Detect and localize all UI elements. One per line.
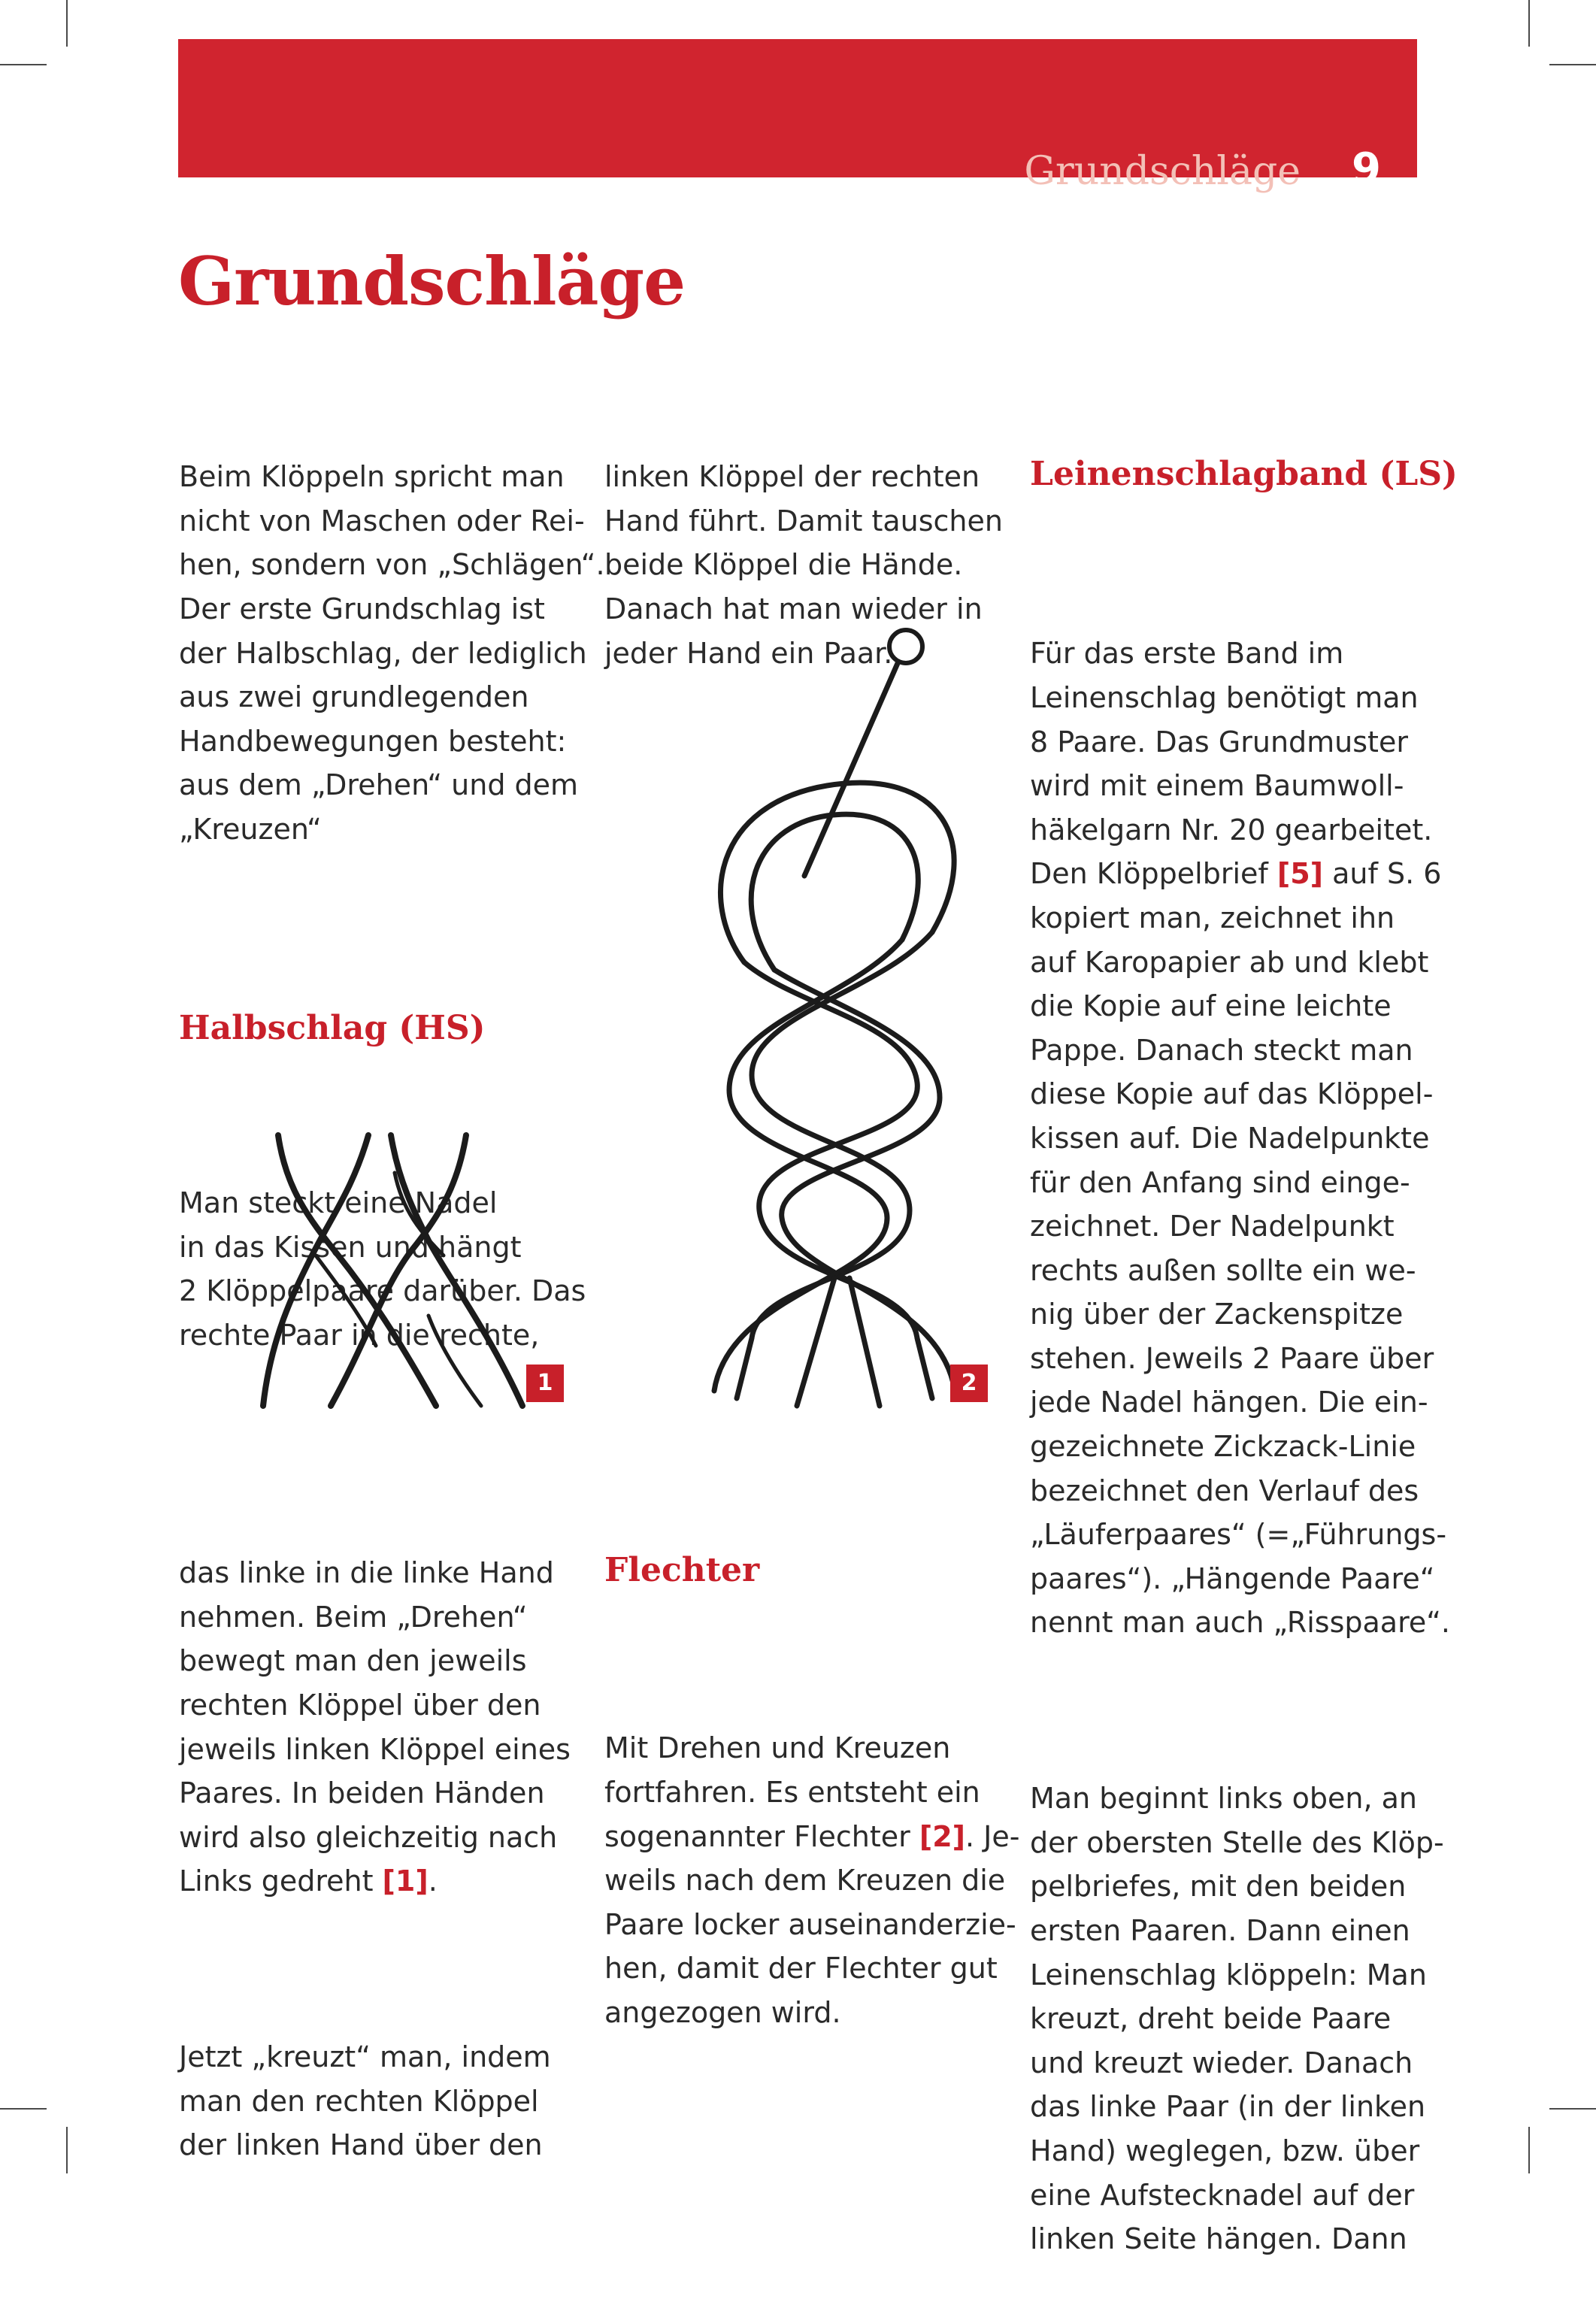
figure-2-badge: 2 xyxy=(950,1365,988,1402)
ls-heading: Leinenschlagband (LS) xyxy=(1030,455,1458,494)
pin-head xyxy=(889,630,922,663)
punct: . xyxy=(428,1864,438,1898)
halbschlag-paragraph: Man steckt eine Nadel in das Kissen und hängt 2 Klöppelpaare darüber. Das rechte Paar in die rechte, xyxy=(179,1186,586,1352)
column-1-bottom xyxy=(179,1463,571,2212)
pin-shaft xyxy=(804,662,898,876)
page-title: Grundschläge xyxy=(178,242,686,320)
crop-mark xyxy=(0,2108,47,2110)
crop-mark xyxy=(1549,64,1596,65)
ls-paragraph xyxy=(1030,632,1458,1645)
figure-2-flechter xyxy=(684,616,1000,1413)
halbschlag-heading: Halbschlag (HS) xyxy=(179,1008,486,1047)
flechter-heading: Flechter xyxy=(604,1551,760,1590)
figure-1-badge: 1 xyxy=(526,1365,564,1402)
intro-paragraph: Beim Klöppeln spricht man nicht von Maschen oder Rei- hen, sondern von „Schlägen“. Der erste Grundschlag ist der Halbschlag, der lediglich aus zwei grundlegenden Handbewegungen besteht: aus dem „Drehen“ und dem „Kreuzen“ xyxy=(179,460,605,846)
crop-mark xyxy=(0,64,47,65)
flechter-paragraph xyxy=(604,1726,1019,2034)
column-2-bottom xyxy=(604,1460,1019,2079)
thread xyxy=(429,1316,481,1406)
crop-mark xyxy=(66,2127,68,2173)
thread xyxy=(774,970,955,1391)
figure-ref-2: [2] xyxy=(919,1819,966,1853)
page-header xyxy=(178,39,1417,194)
continue-paragraph: linken Klöppel der rechten Hand führt. Damit tauschen beide Klöppel die Hände. Danach hat man wieder in jeder Hand ein Paar. xyxy=(604,460,1003,670)
flechter-text-b: . Je- weils nach dem Kreuzen die Paare locker auseinanderzie- hen, damit der Flechter gut angezogen wird. xyxy=(604,1819,1020,2029)
crop-mark xyxy=(1528,2127,1530,2173)
figure-ref-5: [5] xyxy=(1276,857,1324,891)
ls-text-a: Für das erste Band im Leinenschlag benötigt man 8 Paare. Das Grundmuster wird mit einem Baumwoll- häkelgarn Nr. 20 gearbeitet. Den Klöppelbrief xyxy=(1030,637,1433,891)
flechter-text-a: Mit Drehen und Kreuzen fortfahren. Es entsteht ein sogenannter Flechter xyxy=(604,1731,980,1853)
thread xyxy=(797,1278,834,1406)
ls-text-b: auf S. 6 kopiert man, zeichnet ihn auf Karopapier ab und klebt die Kopie auf eine leichte Pappe. Danach steckt man diese Kopie auf das Klöppel- kissen auf. Die Nadelpunkte für den Anfang sind einge- zeichnet. Der Nadelpunkt rechts außen sollte ein we- nig über der Zackenspitze stehen. Jeweils 2 Paare über jede Nadel hängen. Die ein- gezeichnete Zickzack-Linie bezeichnet den Verlauf des „Läuferpaares“ (=„Führungs- paares“). „Hängende Paare“ nennt man auch „Risspaare“. xyxy=(1030,857,1451,1640)
drehen-text: das linke in die linke Hand nehmen. Beim „Drehen“ bewegt man den jeweils rechten Klöppel über den jeweils linken Klöppel eines Paares. In beiden Händen wird also gleichzeitig nach Links gedreht xyxy=(179,1556,571,1898)
page-number: 9 xyxy=(1352,144,1381,193)
column-3 xyxy=(1030,364,1458,2305)
figure-ref-1: [1] xyxy=(382,1864,429,1898)
crop-mark xyxy=(1549,2108,1596,2110)
begin-paragraph: Man beginnt links oben, an der obersten Stelle des Klöp- pelbriefes, mit den beiden ersten Paaren. Dann einen Leinenschlag klöppeln: Man kreuzt, dreht beide Paare und kreuzt wieder. Danach das linke Paar (in der linken Hand) weglegen, bzw. über eine Aufstecknadel auf der linken Seite hängen. Dann xyxy=(1030,1782,1444,2256)
running-head: Grundschläge xyxy=(1024,149,1301,194)
crop-mark xyxy=(66,0,68,47)
crop-mark xyxy=(1528,0,1530,47)
kreuzt-paragraph: Jetzt „kreuzt“ man, indem man den rechten Klöppel der linken Hand über den xyxy=(179,2040,551,2162)
drehen-paragraph xyxy=(179,1551,571,1904)
